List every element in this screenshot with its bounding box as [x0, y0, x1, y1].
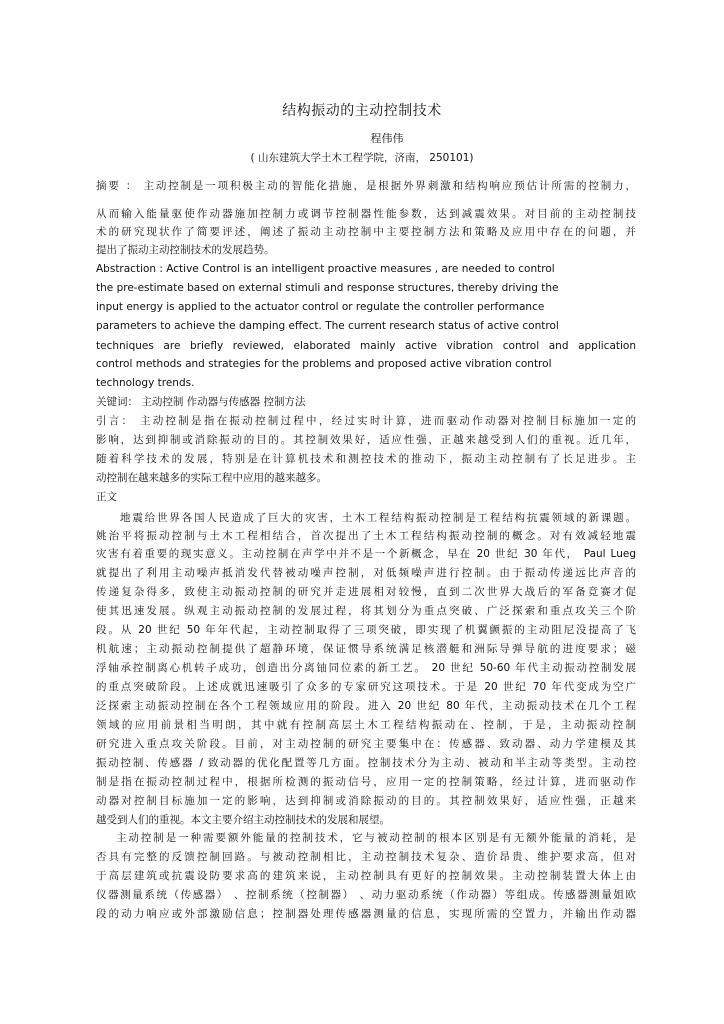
abstract-en-line: techniques are briefly reviewed, elaborated mainly active vibration control and application	[96, 340, 636, 352]
abstract-en-line: Abstraction : Active Control is an intelligent proactive measures , are needed to control	[96, 263, 555, 275]
body-line: 传递复杂得多，致使主动振动控制的研究并走进展相对较慢，直到二次世界大战后的军备竞赛才促	[96, 586, 636, 598]
abstract-cn-line: 术的研究现状作了简要评述，阐述了振动主动控制中主要控制方法和策略及应用中存在的问题，并	[96, 226, 636, 238]
body-line: 否具有完整的反馈控制回路。与被动控制相比，主动控制技术复杂、造价昂贵、维护要求高，但对	[96, 851, 636, 863]
body-line: 灾害有着重要的现实意义。主动控制在声学中并不是一个新概念，早在 20 世纪 30 年代， Paul Lueg	[96, 548, 636, 560]
body-line: 越受到人们的重视。本文主要介绍主动控制技术的发展和展望。	[96, 814, 390, 826]
body-line: 振动控制、传感器 / 致动器的优化配置等几方面。控制技术分为主动、被动和半主动等类型。主动控	[96, 757, 636, 769]
body-line: 研究进入重点攻关阶段。目前，对主动控制的研究主要集中在：传感器、致动器、动力学建模及其	[96, 738, 636, 750]
body-line: 地震给世界各国人民造成了巨大的灾害，土木工程结构振动控制是工程结构抗震领域的新课题。	[120, 512, 636, 524]
body-line: 的重点突破阶段。上述成就迅速吸引了众多的专家研究这项技术。于是 20 世纪 70 年代变成为空广	[96, 681, 636, 693]
body-line: 动器对控制目标施加一定的影响，达到抑制或消除振动的目的。其控制效果好，适应性强，正越来	[96, 795, 636, 807]
paper-affiliation: ( 山东建筑大学土木工程学院，济南， 250101)	[250, 152, 474, 164]
intro-line: 影响，达到抑制或消除振动的目的。其控制效果好，适应性强，正越来越受到人们的重视。近几年，	[96, 434, 636, 446]
abstract-cn-line: 摘要 ： 主动控制是一项积极主动的智能化措施，是根据外界刺激和结构响应预估计所需的控制力，	[96, 180, 636, 192]
intro-line: 随着科学技术的发展，特别是在计算机技术和测控技术的推动下，振动主动控制有了长足进步。主	[96, 453, 636, 465]
body-line: 泛探索主动振动控制在各个工程领域应用的阶段。进入 20 世纪 80 年代，主动振动技术在几个工程	[96, 700, 636, 712]
body-line: 就提出了利用主动噪声抵消发代替被动噪声控制，对低频噪声进行控制。由于振动传递远比声音的	[96, 567, 636, 579]
body-line: 浮轴承控制离心机转子成功，创造出分离铀同位素的新工艺。 20 世纪 50-60 年代主动振动控制发展	[96, 662, 636, 674]
abstract-en-line: input energy is applied to the actuator control or regulate the controller performance	[96, 301, 545, 313]
keywords-line: 关键词： 主动控制 作动器与传感器 控制方法	[96, 396, 306, 408]
abstract-cn-line: 从而输入能量驱使作动器施加控制力或调节控制器性能参数，达到减震效果。对目前的主动控制技	[96, 208, 636, 220]
abstract-en-line: the pre-estimate based on external stimuli and response structures, thereby driving the	[96, 282, 559, 294]
abstract-en-line: control methods and strategies for the problems and proposed active vibration control	[96, 358, 552, 370]
abstract-en-line: parameters to achieve the damping effect. The current research status of active control	[96, 320, 559, 332]
body-line: 于高层建筑或抗震设防要求高的建筑来说，主动控制具有更好的控制效果。主动控制装置大体上由	[96, 870, 636, 882]
intro-line: 引言： 主动控制是指在振动控制过程中，经过实时计算，进而驱动作动器对控制目标施加一定的	[96, 415, 636, 427]
body-line: 机航速；主动振动控制提供了超静环境，保证惯导系统满足核潜艇和洲际导弹导航的进度要求；磁	[96, 643, 636, 655]
body-line: 领域的应用前景相当明朗，其中就有控制高层土木工程结构振动在、控制，于是，主动振动控制	[96, 719, 636, 731]
paper-author: 程伟伟	[370, 132, 404, 145]
section-heading-body: 正文	[96, 491, 117, 503]
body-line: 使其迅速发展。纵观主动振动控制的发展过程，将其划分为重点突破、广泛探索和重点攻关三个阶	[96, 605, 636, 617]
intro-line: 动控制在越来越多的实际工程中应用的越来越多。	[96, 472, 327, 484]
abstract-en-line: technology trends.	[96, 377, 195, 389]
abstract-cn-line: 提出了振动主动控制技术的发展趋势。	[96, 244, 275, 256]
body-line: 段。从 20 世纪 50 年年代起，主动控制取得了三项突破，即实现了机翼颤振的主动阻尼没提高了飞	[96, 624, 636, 636]
body-line: 主动控制是一种需要额外能量的控制技术，它与被动控制的根本区别是有无额外能量的消耗，是	[116, 832, 636, 844]
body-line: 制是指在振动控制过程中，根据所检测的振动信号，应用一定的控制策略，经过计算，进而驱动作	[96, 776, 636, 788]
body-line: 仪器测量系统（传感器） 、控制系统（控制器） 、动力驱动系统（作动器）等组成。传感器测量姐欧	[96, 889, 636, 901]
body-line: 段的动力响应或外部激励信息；控制器处理传感器测量的信息，实现所需的空置力，并输出作动器	[96, 908, 636, 920]
body-line: 姚治平将振动控制与土木工程相结合，首次提出了土木工程结构振动控制的概念。对有效减轻地震	[96, 530, 636, 542]
paper-title: 结构振动的主动控制技术	[282, 103, 442, 119]
